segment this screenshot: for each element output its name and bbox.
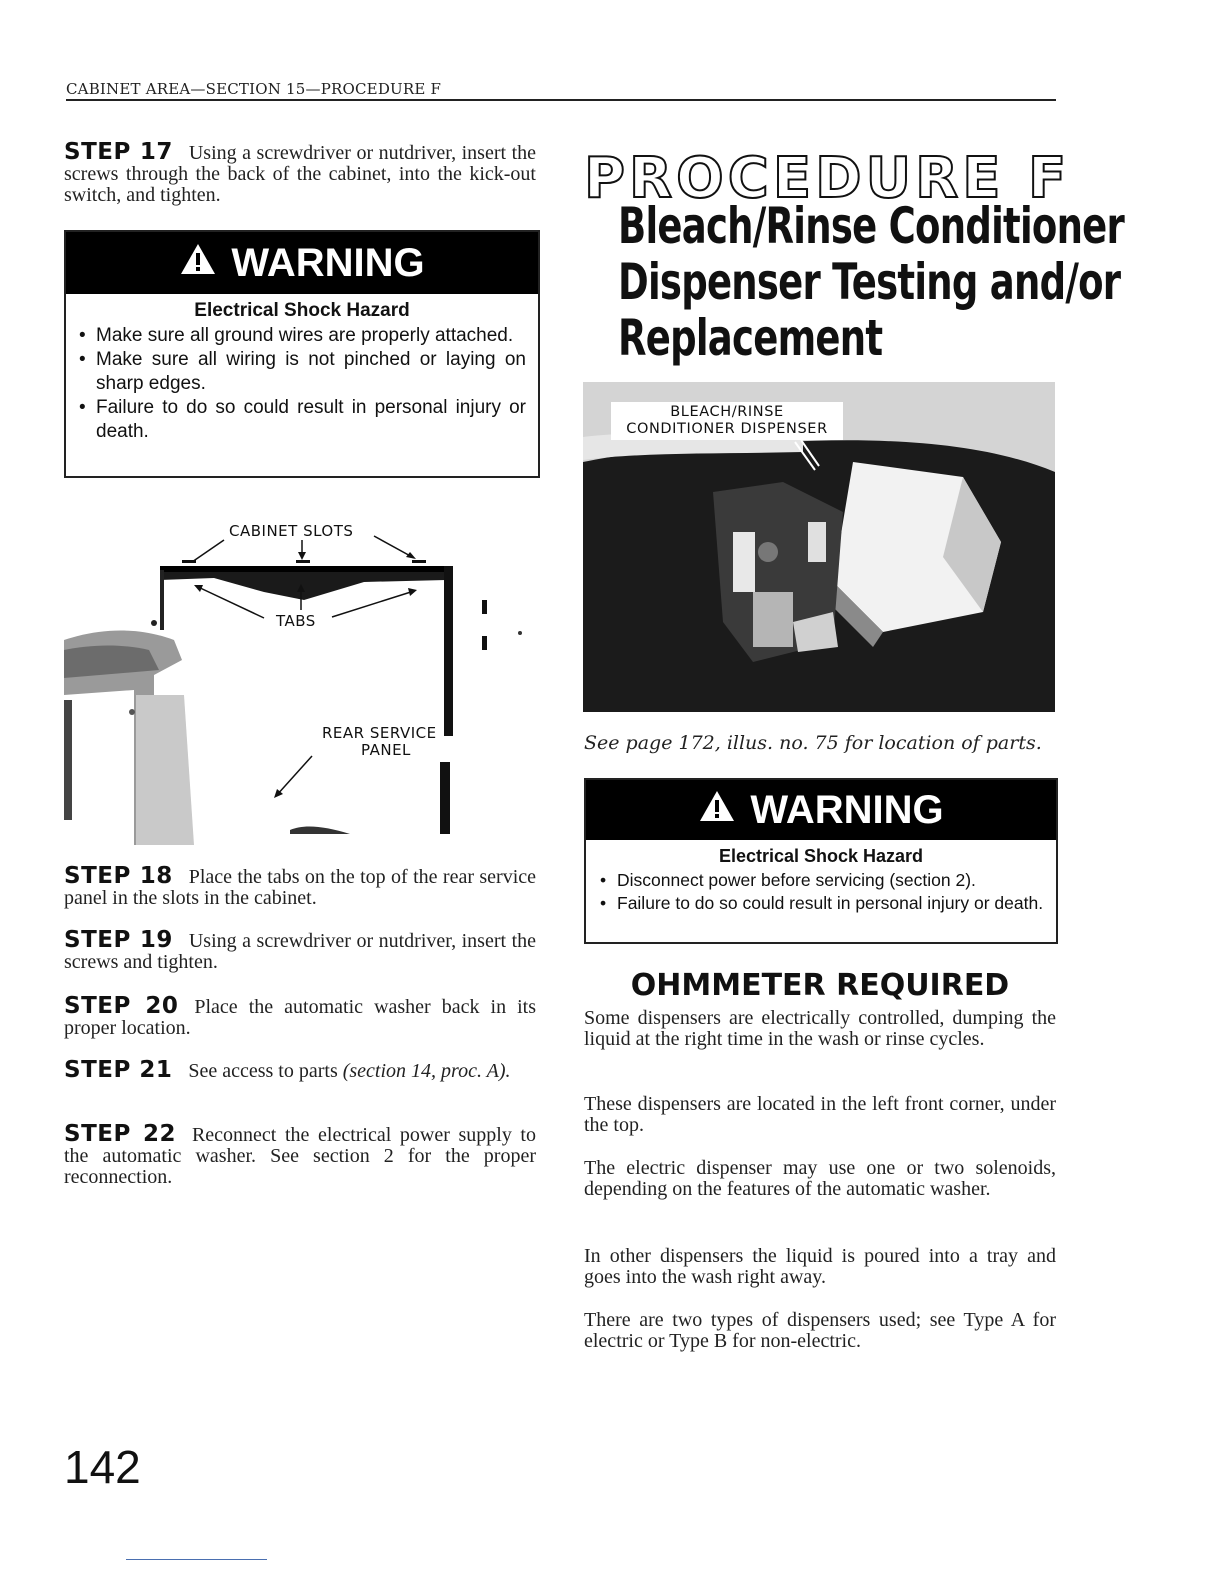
step-19-label: STEP 19 <box>64 927 173 953</box>
warning-banner-1 <box>66 232 538 294</box>
photo-label-line1: BLEACH/RINSE <box>670 404 784 420</box>
procedure-label: PROCEDURE F <box>584 146 1071 211</box>
warning-triangle-icon <box>698 788 736 833</box>
body-paragraph: Some dispensers are electrically controlled, dumping the liquid at the right time in the wash or rinse cycles. <box>584 1007 1056 1050</box>
label-cabinet-slots: CABINET SLOTS <box>229 522 354 540</box>
step-20-label: STEP 20 <box>64 993 179 1019</box>
step-17 <box>64 139 537 206</box>
ohmmeter-heading: OHMMETER REQUIRED <box>630 968 1010 1003</box>
step-18-text: Place the tabs on the top of the rear service panel in the slots in the cabinet. <box>64 866 536 909</box>
warning-item: • Failure to do so could result in personal injury or death. <box>617 892 1044 915</box>
title-line: Bleach/Rinse Conditioner <box>618 197 1125 255</box>
photo-label-line2: CONDITIONER DISPENSER <box>626 421 828 437</box>
warning-triangle-icon <box>179 241 217 286</box>
warning-list-1 <box>66 324 538 444</box>
warning-subtitle-1: Electrical Shock Hazard <box>194 300 410 321</box>
step-19 <box>64 927 537 973</box>
step-22-text: Reconnect the electrical power supply to the automatic washer. See section 2 for the proper reconnection. <box>64 1124 536 1188</box>
header-rule <box>66 99 1056 101</box>
step-21-text: See access to parts <box>188 1060 338 1082</box>
step-22 <box>64 1121 536 1188</box>
photo-caption: See page 172, illus. no. 75 for location of parts. <box>584 732 1042 754</box>
title-line: Replacement <box>618 309 883 367</box>
rear-panel-photo <box>64 500 544 845</box>
body-paragraph: There are two types of dispensers used; see Type A for electric or Type B for non-electric. <box>584 1309 1056 1352</box>
step-22-label: STEP 22 <box>64 1121 176 1147</box>
step-21-label: STEP 21 <box>64 1057 173 1083</box>
warning-box-1 <box>64 230 540 478</box>
step-21-ref: (section 14, proc. A). <box>342 1060 511 1082</box>
step-18-label: STEP 18 <box>64 863 173 889</box>
body-paragraph: The electric dispenser may use one or two solenoids, depending on the features of the automatic washer. <box>584 1157 1056 1200</box>
step-17-label: STEP 17 <box>64 139 173 165</box>
body-paragraph: In other dispensers the liquid is poured into a tray and goes into the wash right away. <box>584 1245 1056 1288</box>
warning-list-2 <box>586 869 1056 915</box>
running-head: CABINET AREA—SECTION 15—PROCEDURE F <box>66 80 442 98</box>
procedure-title <box>618 198 1124 366</box>
step-20-text: Place the automatic washer back in its proper location. <box>64 996 536 1039</box>
warning-item: • Make sure all ground wires are properly attached. <box>96 324 526 348</box>
dispenser-photo <box>583 382 1055 712</box>
step-21 <box>64 1057 536 1083</box>
warning-box-2 <box>584 778 1058 944</box>
photo-label <box>611 402 843 440</box>
warning-title-2: WARNING <box>750 787 944 832</box>
label-tabs: TABS <box>276 612 316 630</box>
warning-item: • Failure to do so could result in personal injury or death. <box>96 396 526 444</box>
body-paragraph: These dispensers are located in the left front corner, under the top. <box>584 1093 1056 1136</box>
page-number: 142 <box>64 1441 141 1493</box>
step-20 <box>64 993 536 1039</box>
label-rear-service: REAR SERVICE <box>322 724 437 742</box>
footer-rule <box>126 1559 267 1560</box>
label-panel: PANEL <box>361 741 411 759</box>
step-19-text: Using a screwdriver or nutdriver, insert the screws and tighten. <box>64 930 537 973</box>
warning-item: • Make sure all wiring is not pinched or laying on sharp edges. <box>96 348 526 396</box>
rear-panel-figure <box>64 500 544 845</box>
title-line: Dispenser Testing and/or <box>618 253 1121 311</box>
warning-item: • Disconnect power before servicing (section 2). <box>617 869 1044 892</box>
step-18 <box>64 863 536 909</box>
warning-subtitle-2: Electrical Shock Hazard <box>718 846 924 866</box>
step-17-text: Using a screwdriver or nutdriver, insert the screws through the back of the cabinet, into the kick-out switch, and tighten. <box>64 142 537 206</box>
warning-title-1: WARNING <box>231 240 425 285</box>
warning-banner-2 <box>586 780 1056 840</box>
